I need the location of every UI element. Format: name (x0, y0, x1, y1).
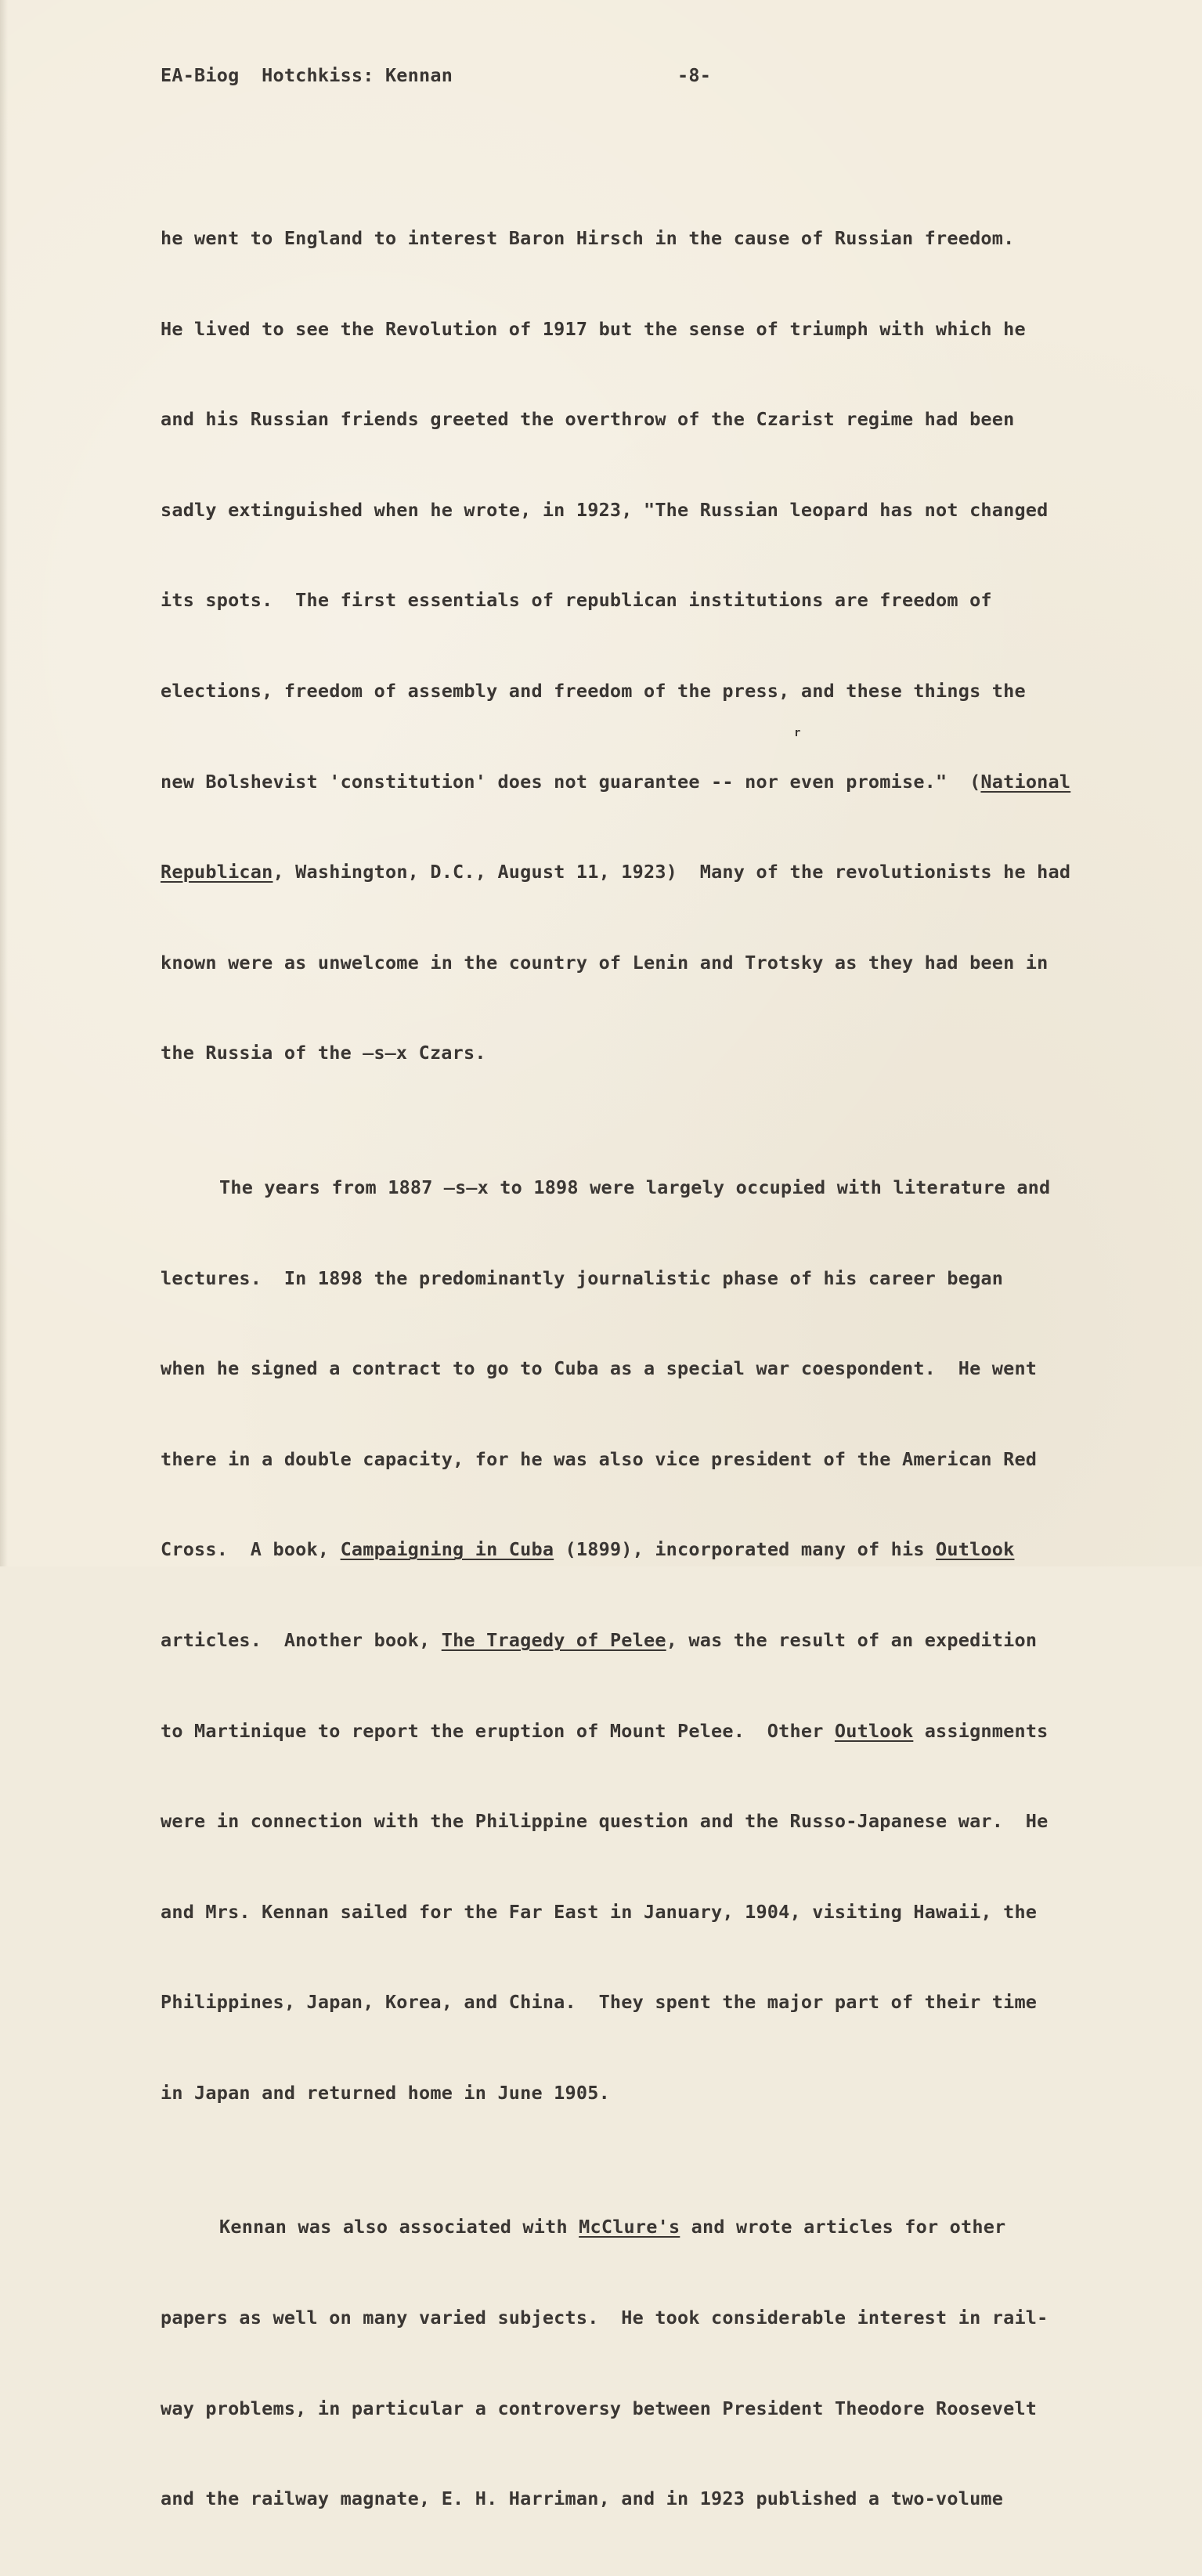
text-line: He lived to see the Revolution of 1917 but the sense of triumph with which he (161, 317, 1026, 340)
text-run: to Martinique to report the eruption of Mount Pelee. Other (161, 1719, 835, 1742)
handwritten-insert-mark: r (794, 727, 801, 739)
text-line: were in connection with the Philippine question and the Russo-Japanese war. He (161, 1810, 1049, 1833)
underlined-title: Republican (161, 861, 273, 883)
text-line: sadly extinguished when he wrote, in 1923, "The Russian leopard has not changed (161, 498, 1049, 521)
text-line: and Mrs. Kennan sailed for the Far East in January, 1904, visiting Hawaii, the (161, 1900, 1038, 1923)
text-line: papers as well on many varied subjects. He took considerable interest in rail- (161, 2307, 1049, 2329)
text-run: assignments (913, 1719, 1049, 1742)
text-line: its spots. The first essentials of republican institutions are freedom of (161, 589, 992, 612)
body-text (161, 159, 1147, 2576)
text-run: Kennan was also associated with (219, 2216, 579, 2238)
text-line (161, 1536, 1147, 1583)
text-line: there in a double capacity, for he was also vice president of the American Red (161, 1447, 1038, 1470)
text-line: Philippines, Japan, Korea, and China. They spent the major part of their time (161, 1991, 1038, 2014)
text-line: and the railway magnate, E. H. Harriman, and in 1923 published a two-volume (161, 2487, 1004, 2510)
text-run: , was the result of an expedition (666, 1628, 1038, 1651)
text-line (161, 1718, 1147, 1765)
text-line (161, 1627, 1147, 1674)
text-line (161, 2213, 1147, 2260)
page-header (161, 64, 1045, 91)
text-run: Cross. A book, (161, 1538, 341, 1561)
header-title: EA-Biog Hotchkiss: Kennan (161, 64, 453, 86)
text-line: way problems, in particular a controversy between President Theodore Roosevelt (161, 2397, 1038, 2419)
underlined-title: National (980, 770, 1071, 793)
text-line: known were as unwelcome in the country of Lenin and Trotsky as they had been in (161, 951, 1049, 974)
underlined-title: The Tragedy of Pelee (441, 1628, 666, 1651)
underlined-title: Outlook (834, 1719, 914, 1742)
text-line: and his Russian friends greeted the overthrow of the Czarist regime had been (161, 408, 1015, 431)
text-run: (1899), incorporated many of his (554, 1538, 937, 1561)
paper-edge-shadow (0, 0, 8, 1566)
text-line: The years from 1887 ̶s̶x to 1898 were largely occupied with literature and (219, 1176, 1051, 1198)
text-line (161, 858, 1147, 905)
underlined-title: McClure's (579, 2216, 680, 2238)
page-number: -8- (677, 64, 712, 86)
text-run: articles. Another book, (161, 1628, 442, 1651)
text-line: elections, freedom of assembly and freedom of the press, and these things the (161, 679, 1026, 702)
text-line: in Japan and returned home in June 1905. (161, 2081, 610, 2104)
text-line: lectures. In 1898 the predominantly journalistic phase of his career began (161, 1266, 1004, 1289)
text-line: the Russia of the ̶s̶x Czars. (161, 1042, 486, 1064)
text-line: he went to England to interest Baron Hirsch in the cause of Russian freedom. (161, 227, 1015, 249)
text-run: new Bolshevist 'constitution' does not guarantee -- nor even promise." ( (161, 770, 981, 793)
underlined-title: Campaigning in Cuba (340, 1538, 554, 1561)
text-line (161, 768, 1147, 815)
text-run: and wrote articles for other (680, 2216, 1006, 2238)
underlined-title: Outlook (936, 1538, 1015, 1561)
text-line: when he signed a contract to go to Cuba as a special war coespondent. He went (161, 1357, 1038, 1380)
text-run: , Washington, D.C., August 11, 1923) Many of the revolutionists he had (273, 861, 1071, 883)
